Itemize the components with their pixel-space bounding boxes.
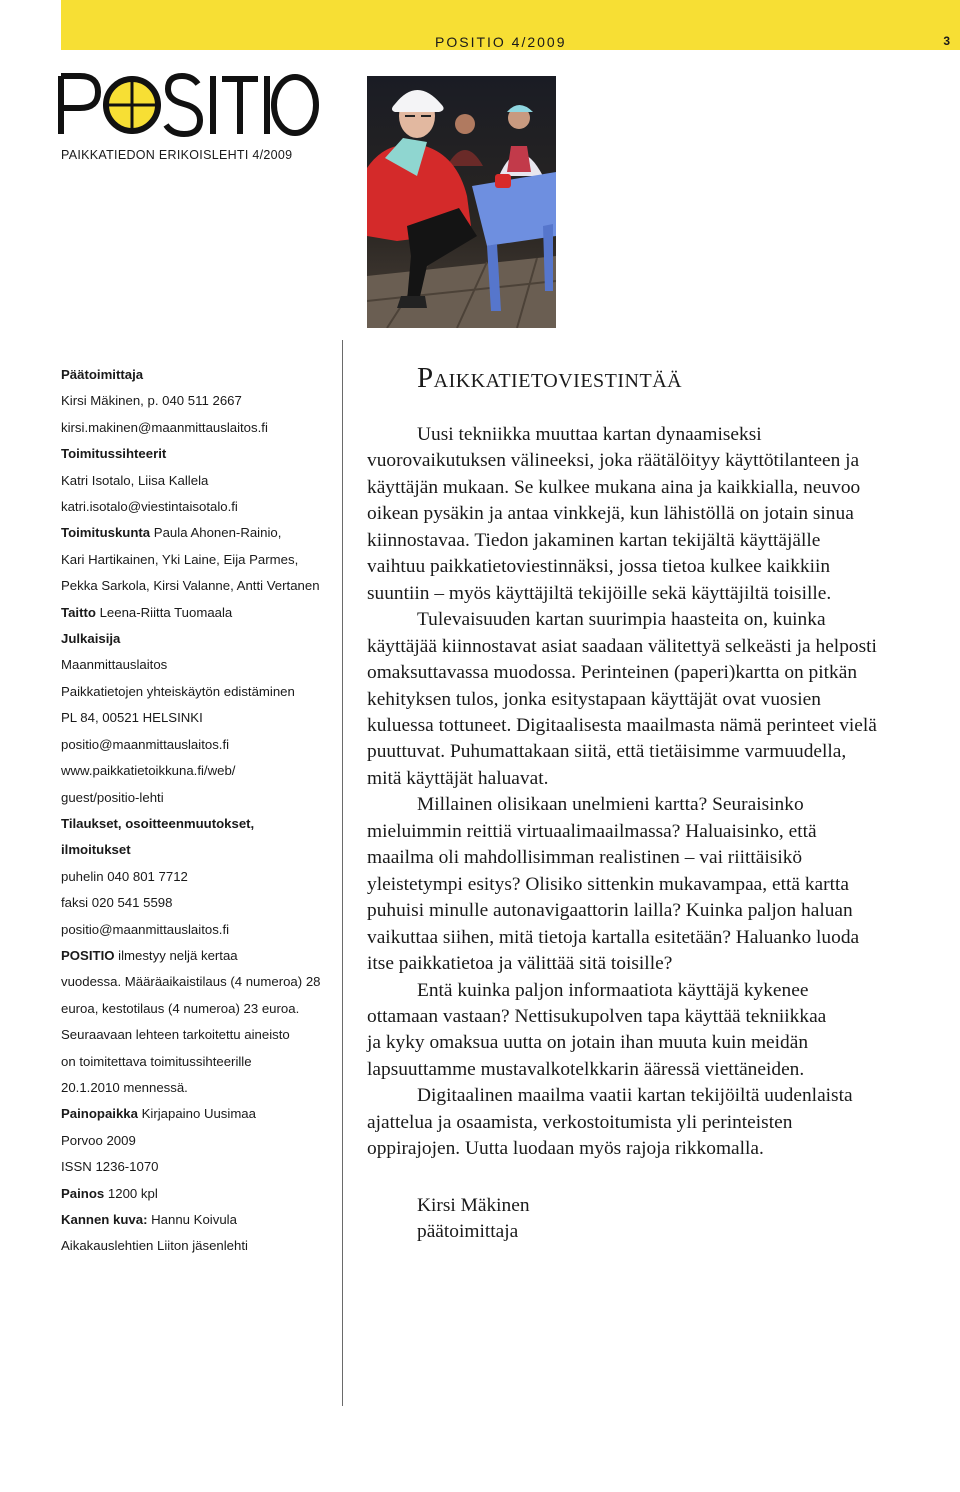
colophon-line <box>61 547 341 573</box>
article-line: Tulevaisuuden kartan suurimpia haasteita on, kuinka <box>417 609 826 631</box>
colophon-text: euroa, kestotilaus (4 numeroa) 23 euroa. <box>61 1000 300 1016</box>
article-line: yleistetympi esitys? Olisiko sittenkin mukavampaa, että kartta <box>367 873 849 895</box>
colophon-text: kirsi.makinen@maanmittauslaitos.fi <box>61 419 268 435</box>
header-bar <box>61 0 960 50</box>
colophon-text: Paikkatietojen yhteiskäytön edistäminen <box>61 683 295 699</box>
colophon-line <box>61 1101 341 1127</box>
issue-label: POSITIO 4/2009 <box>435 34 567 50</box>
colophon-line <box>61 388 341 414</box>
colophon-line <box>61 573 341 599</box>
article-line: Millainen olisikaan unelmieni kartta? Seuraisinko <box>417 794 804 816</box>
colophon-line <box>61 890 341 916</box>
colophon-line <box>61 1233 341 1259</box>
colophon-line <box>61 1049 341 1075</box>
cover-photo <box>367 76 556 328</box>
article-line: oppirajojen. Uutta luodaan myös rajoja rikkomalla. <box>367 1138 764 1160</box>
colophon-text: Kirjapaino Uusimaa <box>137 1106 256 1122</box>
colophon-text: Maanmittauslaitos <box>61 657 168 673</box>
colophon-text: Paula Ahonen-Rainio, <box>150 525 282 541</box>
colophon-line <box>61 785 341 811</box>
colophon-text: Porvoo 2009 <box>61 1132 136 1148</box>
article-line: puuttuvat. Puhumattakaan siitä, että tietäisimme varmuudella, <box>367 741 847 763</box>
colophon-line <box>61 441 341 467</box>
colophon-line <box>61 996 341 1022</box>
colophon-line <box>61 917 341 943</box>
article-line: käyttäjän mukaan. Se kulkee mukana aina ja kaikkialla, neuvoo <box>367 476 861 498</box>
colophon-line <box>61 1154 341 1180</box>
article-line: Digitaalinen maailma vaatii kartan tekijöiltä uudenlaista <box>417 1085 853 1107</box>
page-number: 3 <box>943 34 950 48</box>
article-line: ajattelua ja osaamista, verkostoitumista yli perinteisten <box>367 1111 793 1133</box>
colophon-label: Toimitussihteerit <box>61 446 167 462</box>
article-line: Uusi tekniikka muuttaa kartan dynaamiseksi <box>417 424 762 445</box>
article-line: ja kyky omaksua uutta on jotain ihan muuta kuin meidän <box>367 1032 809 1054</box>
article-line: kuluessa tottuneet. Digitaalisesta maailmasta nämä perinteet vielä <box>367 714 877 736</box>
colophon-text: on toimitettava toimitussihteerille <box>61 1053 252 1069</box>
colophon-label: POSITIO <box>61 947 115 963</box>
column-divider <box>342 340 343 1406</box>
colophon-text: Katri Isotalo, Liisa Kallela <box>61 472 209 488</box>
article-line: ottamaan vastaan? Nettisukupolven tapa käyttää tekniikkaa <box>367 1005 827 1027</box>
colophon-line <box>61 811 341 837</box>
article-line: käyttäjää kiinnostavat asiat saadaan välitettyä selkeästi ja helposti <box>367 635 877 657</box>
article-line: suuntiin – myös käyttäjiltä tekijöille sekä käyttäjiltä toisille. <box>367 582 832 604</box>
colophon-text: Leena-Riitta Tuomaala <box>95 604 233 620</box>
colophon-line <box>61 1128 341 1154</box>
colophon-text: Kirsi Mäkinen, p. 040 511 2667 <box>61 393 242 409</box>
colophon-text: ISSN 1236-1070 <box>61 1159 159 1175</box>
colophon-line <box>61 652 341 678</box>
colophon-label: Tilaukset, osoitteenmuutokset, <box>61 815 255 831</box>
colophon <box>61 362 341 1260</box>
colophon-label: Painos <box>61 1185 105 1201</box>
colophon-text: PL 84, 00521 HELSINKI <box>61 710 203 726</box>
colophon-text: Seuraavaan lehteen tarkoitettu aineisto <box>61 1027 290 1043</box>
signature-name: Kirsi Mäkinen <box>417 1195 530 1216</box>
article-line: puhuisi minulle autonavigaattorin lailla? Kuinka paljon haluan <box>367 900 853 922</box>
article-body <box>367 422 957 1163</box>
positio-logo <box>58 70 320 140</box>
colophon-line <box>61 679 341 705</box>
article-line: mitä käyttäjät haluavat. <box>367 767 549 789</box>
colophon-line <box>61 1207 341 1233</box>
article-title: Paikkatietoviestintää <box>417 362 683 394</box>
colophon-line <box>61 1181 341 1207</box>
colophon-line <box>61 1022 341 1048</box>
colophon-line <box>61 520 341 546</box>
colophon-text: www.paikkatietoikkuna.fi/web/ <box>61 763 236 779</box>
colophon-text: positio@maanmittauslaitos.fi <box>61 736 230 752</box>
article-line: vaihtuu paikkatietoviestinnäksi, jossa tietoa kulkee kaikkiin <box>367 556 831 578</box>
article-line: oikean pysäkin ja antaa vinkkejä, kun lähistöllä on jotain sinua <box>367 503 854 525</box>
colophon-text: vuodessa. Määräaikaistilaus (4 numeroa) 28 <box>61 974 321 990</box>
article-line: lapsuuttamme mustavalkotelkkarin ääressä viettäneiden. <box>367 1058 805 1080</box>
article-line: vuorovaikutuksen välineeksi, joka räätälöityy käyttötilanteen ja <box>367 450 860 472</box>
article-line: maailma oli mahdollisimman realistinen – vai riittäisikö <box>367 847 803 869</box>
colophon-text: positio@maanmittauslaitos.fi <box>61 921 230 937</box>
article-line: kiinnostavaa. Tiedon jakaminen kartan tekijältä käyttäjälle <box>367 529 821 551</box>
colophon-text: Hannu Koivula <box>147 1212 237 1227</box>
colophon-label: ilmoitukset <box>61 842 131 858</box>
colophon-line <box>61 494 341 520</box>
colophon-line <box>61 758 341 784</box>
colophon-line <box>61 864 341 890</box>
colophon-label: Painopaikka <box>61 1106 138 1122</box>
colophon-line <box>61 1075 341 1101</box>
article-line: Entä kuinka paljon informaatiota käyttäjä kykenee <box>417 979 809 1001</box>
colophon-text: 20.1.2010 mennessä. <box>61 1079 188 1095</box>
colophon-label: Taitto <box>61 604 96 620</box>
colophon-text: Pekka Sarkola, Kirsi Valanne, Antti Vertanen <box>61 578 320 594</box>
colophon-text: puhelin 040 801 7712 <box>61 868 188 884</box>
article-line: omaksuttavassa muodossa. Perinteinen (paperi)kartta on pitkän <box>367 662 858 684</box>
colophon-text: katri.isotalo@viestintaisotalo.fi <box>61 499 238 515</box>
colophon-text: guest/positio-lehti <box>61 789 164 805</box>
colophon-line <box>61 705 341 731</box>
colophon-line <box>61 626 341 652</box>
colophon-line <box>61 468 341 494</box>
colophon-line <box>61 969 341 995</box>
colophon-line <box>61 732 341 758</box>
colophon-label: Kannen kuva: <box>61 1212 148 1227</box>
colophon-label: Julkaisija <box>61 631 121 647</box>
colophon-line <box>61 415 341 441</box>
colophon-label: Toimituskunta <box>61 525 151 541</box>
colophon-text: faksi 020 541 5598 <box>61 895 173 911</box>
colophon-text: 1200 kpl <box>104 1185 158 1201</box>
article-line: kehityksen tulos, jonka esitystapaan käyttäjät ovat vuosien <box>367 688 821 710</box>
signature <box>417 1193 530 1246</box>
article-line: vaikuttaa siihen, mitä tietoja kartalla esitetään? Haluanko luoda <box>367 926 860 948</box>
colophon-line <box>61 837 341 863</box>
colophon-text: Kari Hartikainen, Yki Laine, Eija Parmes, <box>61 551 299 567</box>
colophon-line <box>61 362 341 388</box>
article-line: mieluimmin reittiä virtuaalimaailmassa? Haluaisinko, että <box>367 820 817 842</box>
logo-subtitle: PAIKKATIEDON ERIKOISLEHTI 4/2009 <box>61 148 293 162</box>
colophon-line <box>61 600 341 626</box>
colophon-text: Aikakauslehtien Liiton jäsenlehti <box>61 1238 248 1254</box>
signature-role: päätoimittaja <box>417 1221 519 1243</box>
colophon-text: ilmestyy neljä kertaa <box>114 947 238 963</box>
colophon-line <box>61 943 341 969</box>
article-line: itse paikkatietoa ja välittää sitä toisille? <box>367 953 673 975</box>
colophon-label: Päätoimittaja <box>61 367 144 382</box>
